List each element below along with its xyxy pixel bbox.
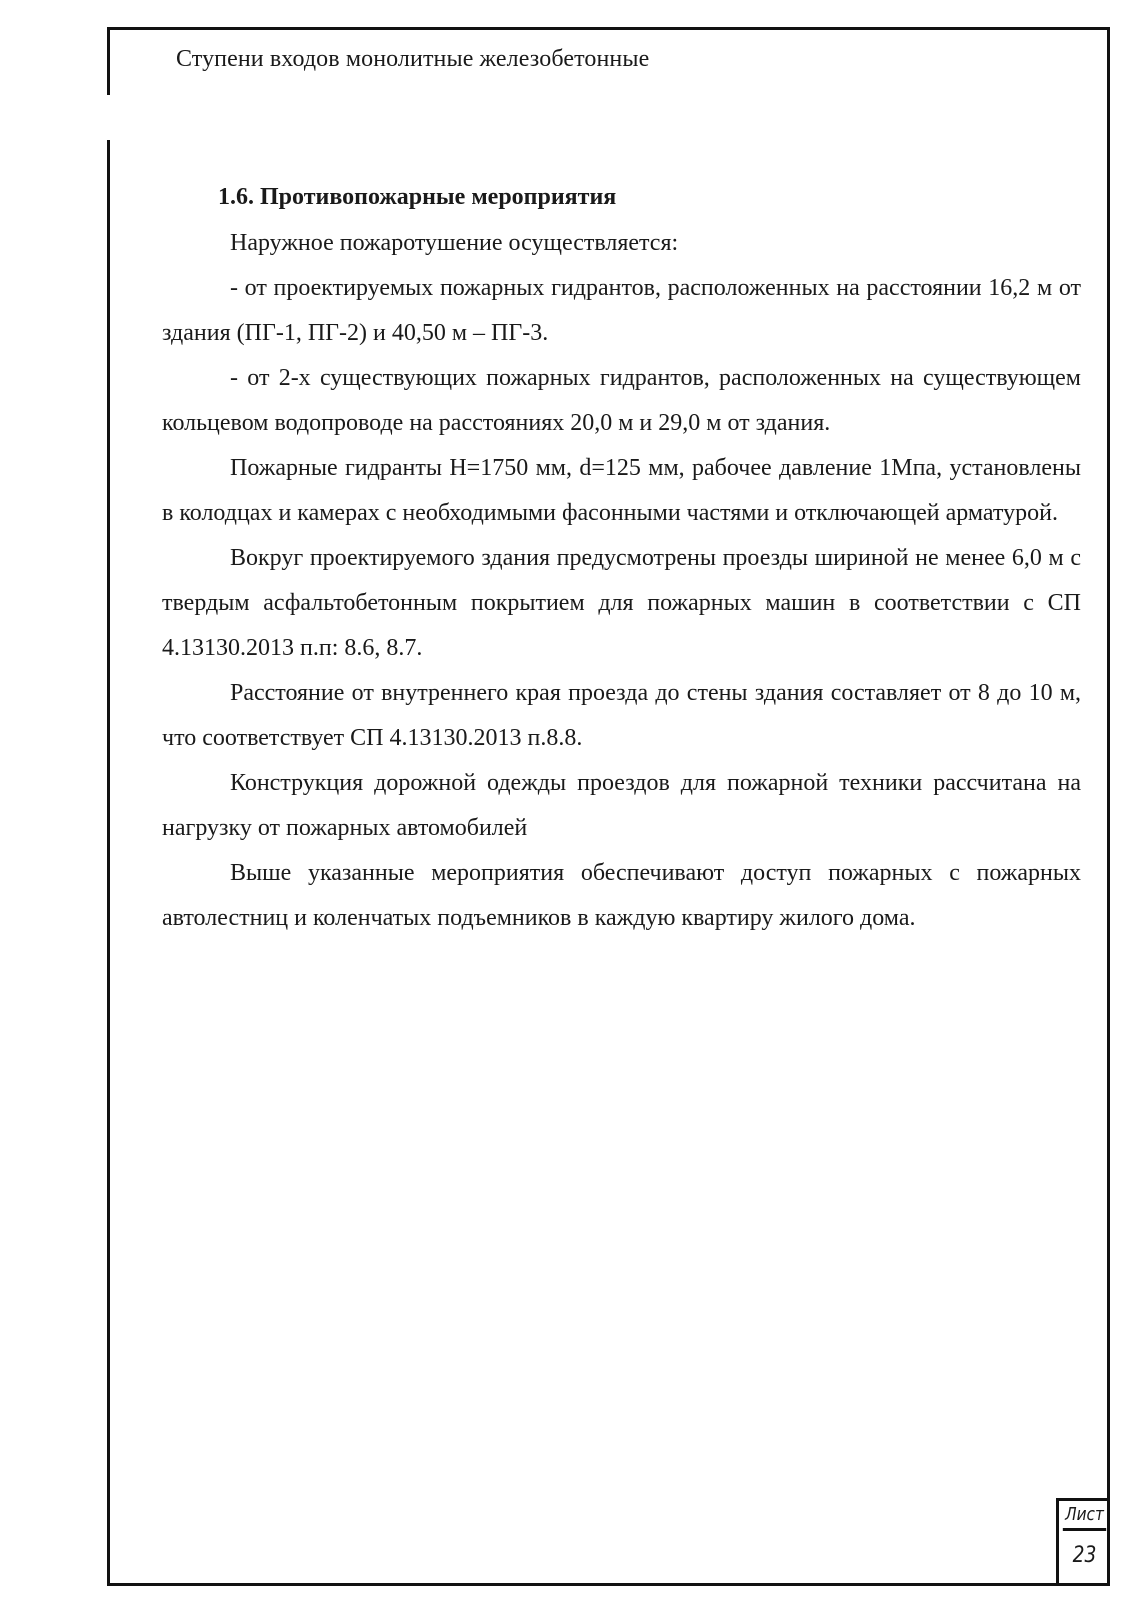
sheet-stamp <box>1056 1498 1110 1586</box>
paragraph-8: Выше указанные мероприятия обеспечивают доступ пожарных с пожарных автолестниц и коленчатых подъемников в каждую квартиру жилого дома. <box>162 860 1081 931</box>
frame-gap <box>100 95 114 140</box>
paragraph-2: - от проектируемых пожарных гидрантов, расположенных на расстоянии 16,2 м от здания (ПГ-1, ПГ-2) и 40,50 м – ПГ-3. <box>162 275 1081 346</box>
sheet-label: Лист <box>1063 1501 1106 1531</box>
paragraph-5: Вокруг проектируемого здания предусмотрены проезды шириной не менее 6,0 м с твердым асфальтобетонным покрытием для пожарных машин в соответствии с СП 4.13130.2013 п.п: 8.6, 8.7. <box>162 545 1081 661</box>
paragraph-6: Расстояние от внутреннего края проезда до стены здания составляет от 8 до 10 м, что соответствует СП 4.13130.2013 п.8.8. <box>162 680 1081 751</box>
paragraph-1: Наружное пожаротушение осуществляется: <box>230 230 679 256</box>
document-title: Ступени входов монолитные железобетонные <box>176 46 650 72</box>
paragraph-3: - от 2-х существующих пожарных гидрантов, расположенных на существующем кольцевом водопроводе на расстояниях 20,0 м и 29,0 м от здания. <box>162 365 1081 436</box>
paragraph-4: Пожарные гидранты Н=1750 мм, d=125 мм, рабочее давление 1Мпа, установлены в колодцах и камерах с необходимыми фасонными частями и отключающей арматурой. <box>162 455 1081 526</box>
sheet-number: 23 <box>1072 1543 1097 1568</box>
paragraph-7: Конструкция дорожной одежды проездов для пожарной техники рассчитана на нагрузку от пожарных автомобилей <box>162 770 1081 841</box>
section-heading: 1.6. Противопожарные мероприятия <box>218 184 617 210</box>
section-body <box>162 221 1081 941</box>
